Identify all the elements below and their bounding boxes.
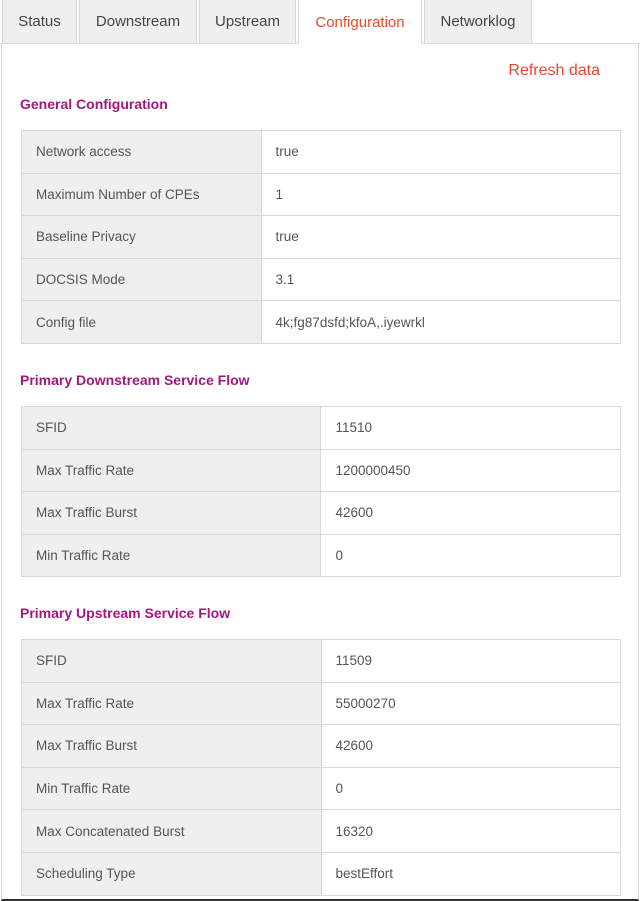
row-value: 0	[321, 767, 620, 810]
upstream-flow-title: Primary Upstream Service Flow	[20, 605, 231, 621]
row-label: Maximum Number of CPEs	[22, 173, 262, 216]
table-row	[22, 449, 621, 492]
row-label: Max Traffic Rate	[22, 449, 321, 492]
row-label: DOCSIS Mode	[22, 258, 262, 301]
table-row	[22, 301, 621, 344]
general-configuration-table	[21, 130, 621, 344]
downstream-flow-title: Primary Downstream Service Flow	[20, 372, 250, 388]
table-row	[22, 173, 621, 216]
table-row	[22, 767, 621, 810]
row-label: Scheduling Type	[22, 852, 322, 895]
table-row	[22, 216, 621, 259]
upstream-flow-table	[21, 639, 621, 896]
row-label: Network access	[22, 131, 262, 174]
row-value: 0	[321, 534, 621, 577]
row-value: 11509	[321, 640, 620, 683]
row-value: bestEffort	[321, 852, 620, 895]
row-label: Config file	[22, 301, 262, 344]
tab-status[interactable]: Status	[2, 0, 77, 43]
table-row	[22, 534, 621, 577]
table-row	[22, 131, 621, 174]
row-label: Max Concatenated Burst	[22, 810, 322, 853]
table-row	[22, 682, 621, 725]
tab-downstream[interactable]: Downstream	[79, 0, 197, 43]
row-value: 11510	[321, 407, 621, 450]
downstream-flow-table	[21, 406, 621, 577]
row-label: Min Traffic Rate	[22, 767, 322, 810]
row-value: 4k;fg87dsfd;kfoA,.iyewrkl	[261, 301, 620, 344]
row-label: SFID	[22, 640, 322, 683]
row-value: 42600	[321, 725, 620, 768]
table-row	[22, 640, 621, 683]
row-value: 42600	[321, 492, 621, 535]
row-label: Min Traffic Rate	[22, 534, 321, 577]
row-value: 55000270	[321, 682, 620, 725]
row-value: true	[261, 216, 620, 259]
table-row	[22, 852, 621, 895]
general-configuration-title: General Configuration	[20, 96, 168, 112]
table-row	[22, 407, 621, 450]
refresh-data-link[interactable]: Refresh data	[508, 62, 600, 79]
row-value: 3.1	[261, 258, 620, 301]
tab-configuration[interactable]: Configuration	[298, 0, 422, 44]
row-value: 1200000450	[321, 449, 621, 492]
configuration-panel	[1, 44, 639, 901]
table-row	[22, 492, 621, 535]
table-row	[22, 725, 621, 768]
tab-upstream[interactable]: Upstream	[199, 0, 296, 43]
row-value: true	[261, 131, 620, 174]
row-label: SFID	[22, 407, 321, 450]
row-label: Max Traffic Burst	[22, 725, 322, 768]
row-label: Max Traffic Rate	[22, 682, 322, 725]
row-value: 1	[261, 173, 620, 216]
row-label: Max Traffic Burst	[22, 492, 321, 535]
row-label: Baseline Privacy	[22, 216, 262, 259]
table-row	[22, 810, 621, 853]
tab-bar	[0, 0, 640, 44]
row-value: 16320	[321, 810, 620, 853]
tab-networklog[interactable]: Networklog	[424, 0, 532, 43]
table-row	[22, 258, 621, 301]
